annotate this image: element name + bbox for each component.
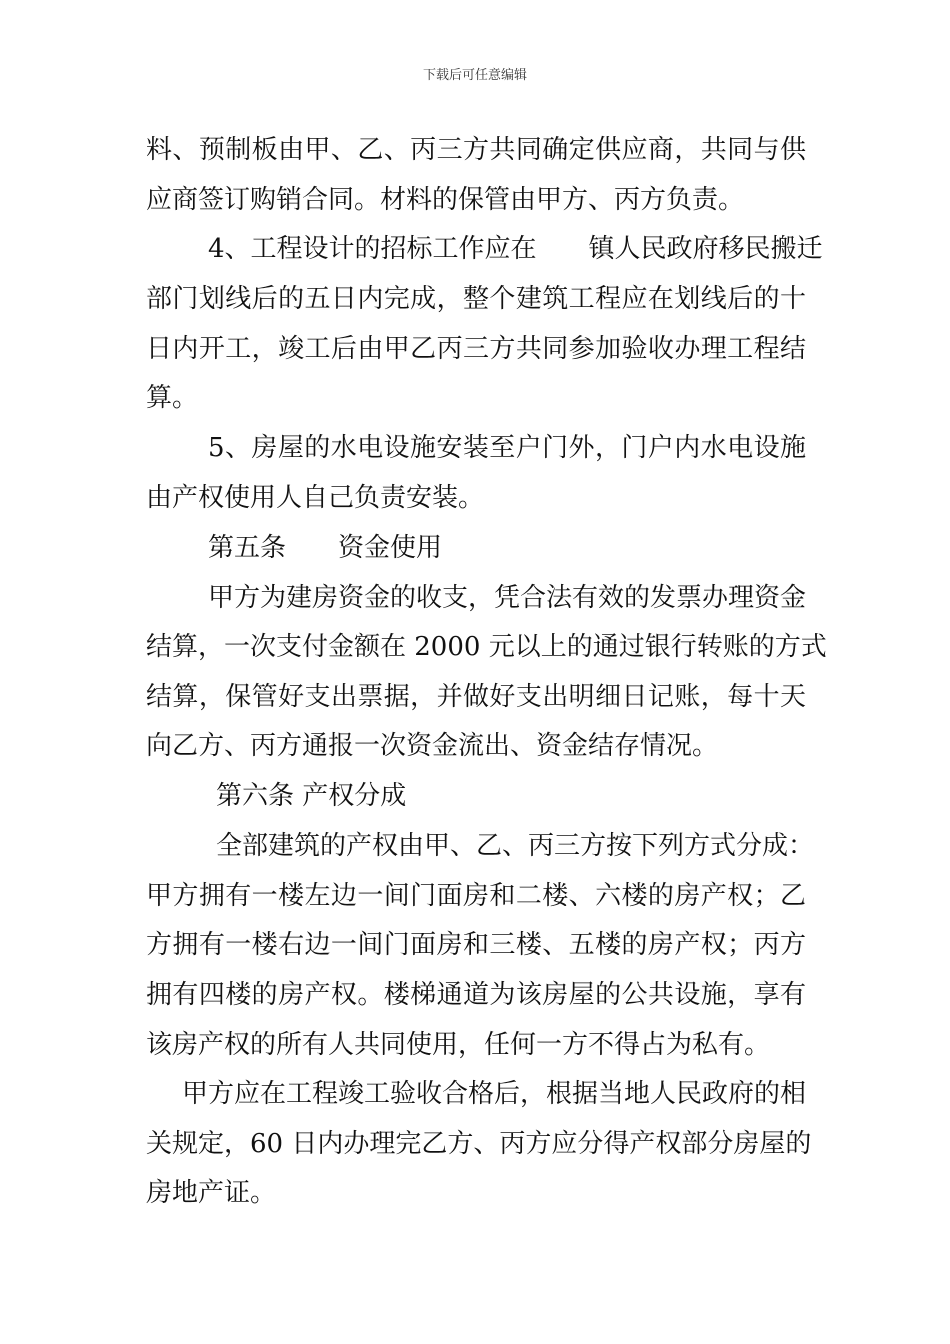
body-line: 部门划线后的五日内完成，整个建筑工程应在划线后的十 xyxy=(146,284,806,314)
section-heading: 第五条 资金使用 xyxy=(208,533,443,563)
body-line: 甲方为建房资金的收支，凭合法有效的发票办理资金 xyxy=(208,583,807,613)
body-line: 算。 xyxy=(146,383,199,413)
section-heading: 第六条 产权分成 xyxy=(216,781,407,811)
body-line: 关规定，60 日内办理完乙方、丙方应分得产权部分房屋的 xyxy=(146,1129,812,1159)
body-line: 结算，一次支付金额在 2000 元以上的通过银行转账的方式 xyxy=(146,632,827,662)
body-line: 应商签订购销合同。材料的保管由甲方、丙方负责。 xyxy=(146,185,745,215)
body-line: 房地产证。 xyxy=(146,1178,277,1208)
body-line: 该房产权的所有人共同使用，任何一方不得占为私有。 xyxy=(146,1030,771,1060)
body-line: 5、房屋的水电设施安装至户门外，门户内水电设施 xyxy=(208,433,806,463)
body-line: 甲方拥有一楼左边一间门面房和二楼、六楼的房产权；乙 xyxy=(146,881,806,911)
body-line: 日内开工，竣工后由甲乙丙三方共同参加验收办理工程结 xyxy=(146,334,806,364)
body-line: 甲方应在工程竣工验收合格后，根据当地人民政府的相 xyxy=(182,1079,807,1109)
body-line: 拥有四楼的房产权。楼梯通道为该房屋的公共设施，享有 xyxy=(146,980,806,1010)
body-line: 全部建筑的产权由甲、乙、丙三方按下列方式分成： xyxy=(216,831,815,861)
body-line: 料、预制板由甲、乙、丙三方共同确定供应商，共同与供 xyxy=(146,135,806,165)
body-line: 方拥有一楼右边一间门面房和三楼、五楼的房产权；丙方 xyxy=(146,930,806,960)
body-line: 由产权使用人自己负责安装。 xyxy=(146,483,485,513)
body-line: 向乙方、丙方通报一次资金流出、资金结存情况。 xyxy=(146,731,719,761)
page-header: 下载后可任意编辑 xyxy=(422,68,527,83)
body-line: 4、工程设计的招标工作应在 镇人民政府移民搬迁 xyxy=(208,234,823,264)
body-line: 结算，保管好支出票据，并做好支出明细日记账，每十天 xyxy=(146,682,806,712)
